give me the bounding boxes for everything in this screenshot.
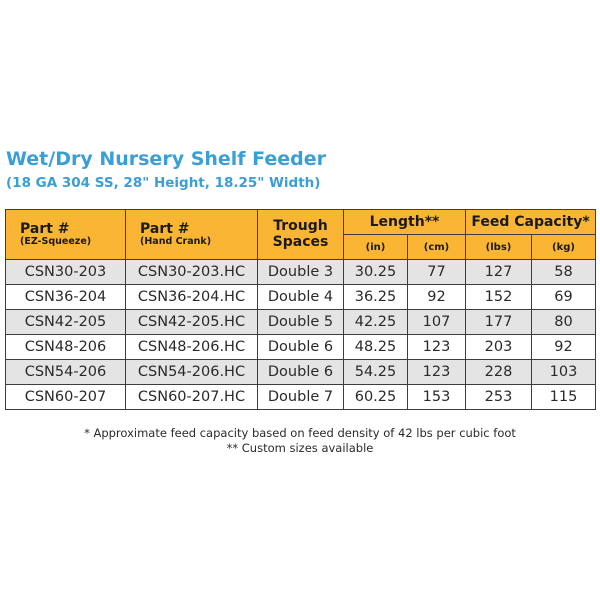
document-subtitle: (18 GA 304 SS, 28" Height, 18.25" Width) bbox=[6, 175, 321, 191]
cell-trough: Double 5 bbox=[258, 310, 344, 335]
cell-length-cm: 107 bbox=[408, 310, 466, 335]
header-trough-line2: Spaces bbox=[272, 233, 329, 250]
table-row bbox=[6, 260, 596, 285]
table-row bbox=[6, 335, 596, 360]
cell-capacity-lbs: 177 bbox=[466, 310, 532, 335]
cell-length-in: 48.25 bbox=[344, 335, 408, 360]
cell-part-hc: CSN36-204.HC bbox=[126, 285, 258, 310]
cell-capacity-lbs: 228 bbox=[466, 360, 532, 385]
header-part-ez-label: Part # bbox=[20, 221, 70, 238]
spec-table bbox=[5, 209, 596, 410]
header-part-hc-sub: (Hand Crank) bbox=[140, 235, 212, 247]
cell-capacity-kg: 58 bbox=[532, 260, 596, 285]
cell-part-ez: CSN60-207 bbox=[6, 385, 126, 410]
cell-length-cm: 123 bbox=[408, 360, 466, 385]
table-row bbox=[6, 385, 596, 410]
cell-capacity-kg: 103 bbox=[532, 360, 596, 385]
cell-part-ez: CSN30-203 bbox=[6, 260, 126, 285]
cell-part-ez: CSN48-206 bbox=[6, 335, 126, 360]
cell-capacity-kg: 80 bbox=[532, 310, 596, 335]
table-row bbox=[6, 285, 596, 310]
cell-part-hc: CSN54-206.HC bbox=[126, 360, 258, 385]
cell-length-in: 36.25 bbox=[344, 285, 408, 310]
cell-length-in: 54.25 bbox=[344, 360, 408, 385]
cell-capacity-kg: 92 bbox=[532, 335, 596, 360]
footnote-capacity: * Approximate feed capacity based on feed density of 42 lbs per cubic foot bbox=[84, 426, 516, 440]
cell-part-hc: CSN42-205.HC bbox=[126, 310, 258, 335]
cell-length-cm: 153 bbox=[408, 385, 466, 410]
cell-trough: Double 7 bbox=[258, 385, 344, 410]
cell-part-ez: CSN36-204 bbox=[6, 285, 126, 310]
cell-trough: Double 6 bbox=[258, 360, 344, 385]
header-unit-in: (in) bbox=[344, 235, 408, 260]
cell-capacity-lbs: 253 bbox=[466, 385, 532, 410]
footnote-custom-sizes: ** Custom sizes available bbox=[226, 441, 374, 455]
cell-length-cm: 77 bbox=[408, 260, 466, 285]
header-part-ez bbox=[6, 210, 126, 260]
cell-capacity-lbs: 152 bbox=[466, 285, 532, 310]
cell-trough: Double 4 bbox=[258, 285, 344, 310]
cell-length-cm: 92 bbox=[408, 285, 466, 310]
header-part-ez-sub: (EZ-Squeeze) bbox=[20, 235, 92, 247]
cell-part-hc: CSN60-207.HC bbox=[126, 385, 258, 410]
header-capacity: Feed Capacity* bbox=[466, 210, 596, 235]
cell-part-ez: CSN42-205 bbox=[6, 310, 126, 335]
header-unit-kg: (kg) bbox=[532, 235, 596, 260]
header-part-hc bbox=[126, 210, 258, 260]
cell-part-hc: CSN48-206.HC bbox=[126, 335, 258, 360]
table-row bbox=[6, 360, 596, 385]
header-part-hc-label: Part # bbox=[140, 221, 190, 238]
header-trough-line1: Trough bbox=[273, 218, 328, 235]
cell-capacity-lbs: 203 bbox=[466, 335, 532, 360]
cell-capacity-kg: 115 bbox=[532, 385, 596, 410]
cell-length-in: 42.25 bbox=[344, 310, 408, 335]
cell-capacity-lbs: 127 bbox=[466, 260, 532, 285]
cell-trough: Double 3 bbox=[258, 260, 344, 285]
header-trough bbox=[258, 210, 344, 260]
cell-trough: Double 6 bbox=[258, 335, 344, 360]
cell-length-cm: 123 bbox=[408, 335, 466, 360]
cell-part-hc: CSN30-203.HC bbox=[126, 260, 258, 285]
cell-capacity-kg: 69 bbox=[532, 285, 596, 310]
cell-part-ez: CSN54-206 bbox=[6, 360, 126, 385]
header-length: Length** bbox=[344, 210, 466, 235]
cell-length-in: 60.25 bbox=[344, 385, 408, 410]
header-unit-lbs: (lbs) bbox=[466, 235, 532, 260]
document-title: Wet/Dry Nursery Shelf Feeder bbox=[6, 148, 327, 170]
header-unit-cm: (cm) bbox=[408, 235, 466, 260]
cell-length-in: 30.25 bbox=[344, 260, 408, 285]
table-row bbox=[6, 310, 596, 335]
